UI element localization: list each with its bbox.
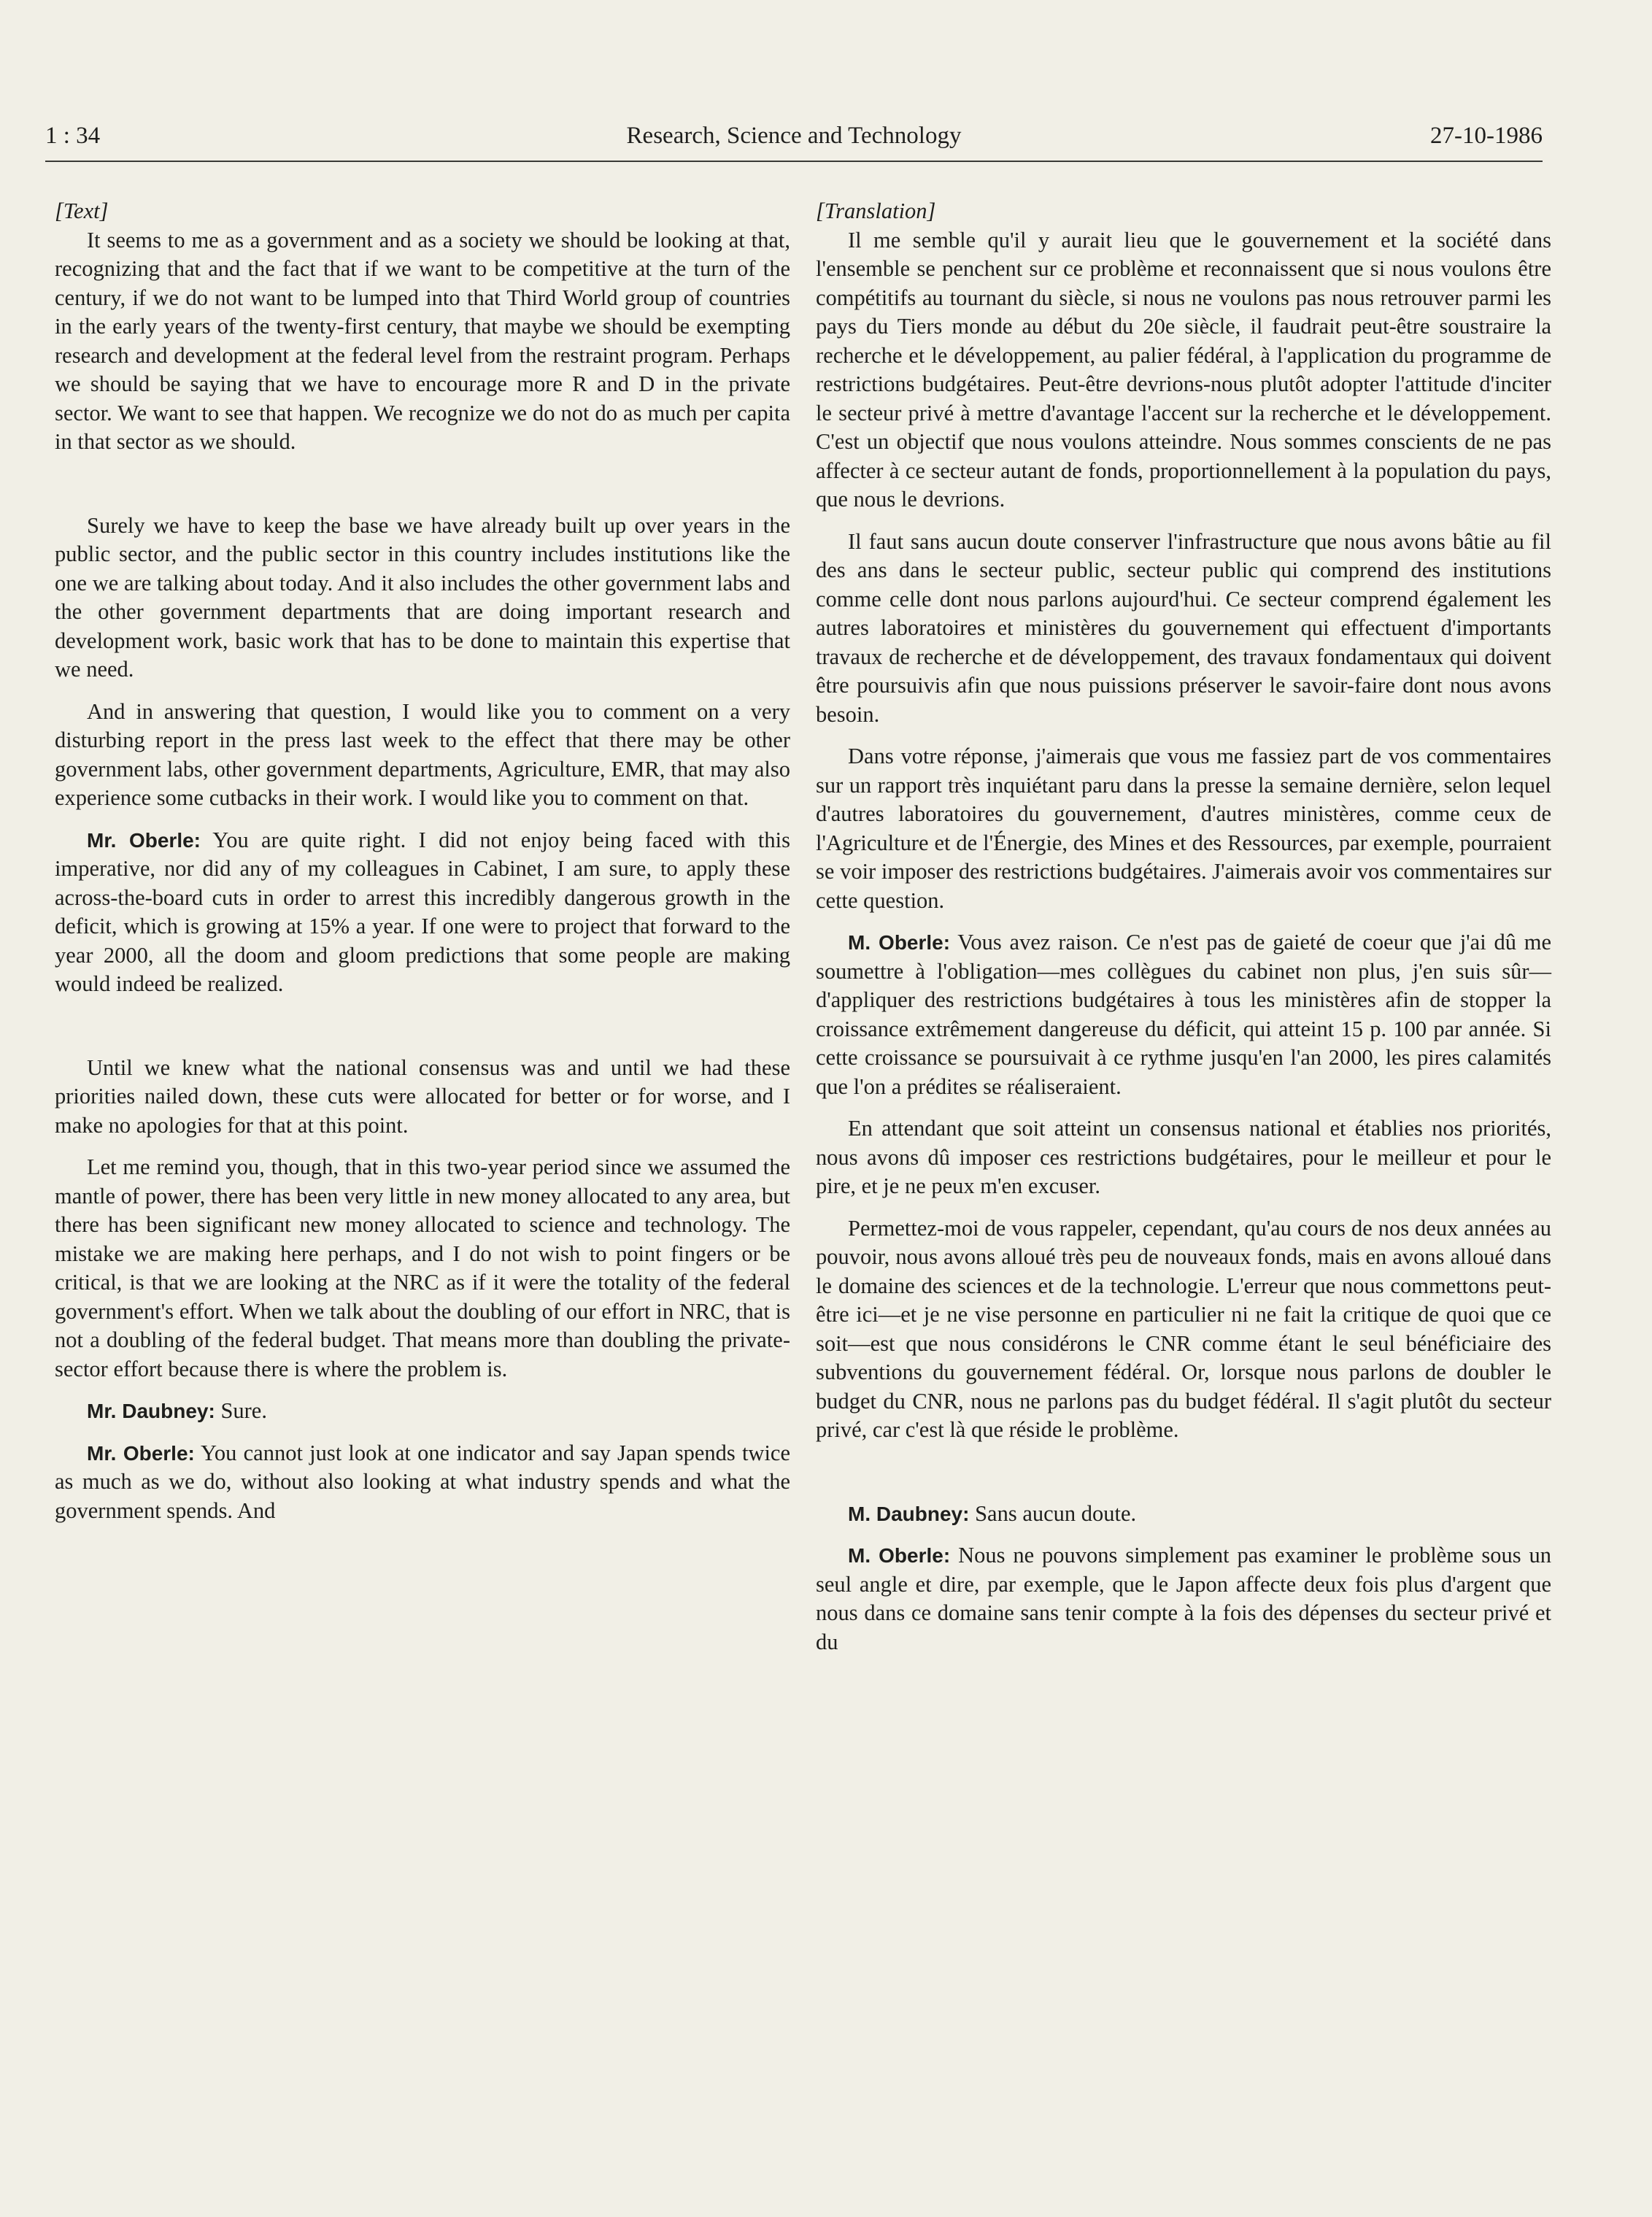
paragraph: Let me remind you, though, that in this two-year period since we assumed the mantle of power, there has been very little in new money allocated to any area, but there has been significant new money allocated to science and technology. The mistake we are making here perhaps, and I do not wish to point fingers or be critical, is that we are looking at the NRC as if it were the totality of the federal government's effort. When we talk about the doubling of our effort in NRC, that is not a doubling of the federal budget. That means more than doubling the private-sector effort because there is where the problem is. bbox=[55, 1154, 790, 1381]
paragraph: Dans votre réponse, j'aimerais que vous me fassiez part de vos commentaires sur un rapport très inquiétant paru dans la presse la semaine dernière, selon lequel d'autres laboratoires du gouvernement, d'autres ministères, comme ceux de l'Agriculture et de l'Énergie, des Mines et des Ressources, par exemple, pourraient se voir imposer des restrictions budgétaires. J'aimerais avoir vos commentaires sur cette question. bbox=[816, 744, 1551, 913]
speech-text: Nous ne pouvons simplement pas examiner le problème sous un seul angle et dire, par exemple, que le Japon affecte deux fois plus d'argent que nous dans ce domaine sans tenir compte à la fois des dépenses du secteur privé et du bbox=[816, 1543, 1551, 1654]
speaker-paragraph bbox=[55, 1397, 790, 1426]
paragraph: Il me semble qu'il y aurait lieu que le gouvernement et la société dans l'ensemble se penchent sur ce problème et reconnaissent que si nous voulons être compétitifs au tournant du siècle, si nous ne voulons pas nous retrouver parmi les pays du Tiers monde au début du 20e siècle, il faudrait peut-être soustraire la recherche et le développement, au palier fédéral, à l'application du programme de restrictions budgétaires. Peut-être devrions-nous plutôt adopter l'attitude d'inciter le secteur privé à mettre d'avantage l'accent sur la recherche et le développement. C'est un objectif que nous voulons atteindre. Nous sommes conscients de ne pas affecter à ce secteur autant de fonds, proportionnellement à la population du pays, que nous le devrions. bbox=[816, 227, 1551, 512]
speech-text: You cannot just look at one indicator and say Japan spends twice as much as we do, without also looking at what industry spends and what the government spends. And bbox=[55, 1440, 790, 1523]
speaker-name: M. Daubney: bbox=[848, 1502, 970, 1525]
french-column bbox=[816, 197, 1551, 1657]
paragraph: Surely we have to keep the base we have already built up over years in the public sector, and the public sector in this country includes institutions like the one we are talking about today. And it also includes the other government labs and the other government departments that are doing important research and development work, basic work that has to be done to maintain this expertise that we need. bbox=[55, 512, 790, 682]
speech-text: Sure. bbox=[215, 1398, 267, 1423]
paragraph: And in answering that question, I would like you to comment on a very disturbing report in the press last week to the effect that there may be other government labs, other government departments, Agriculture, EMR, that may also experience some cutbacks in their work. I would like you to comment on that. bbox=[55, 698, 790, 810]
speaker-paragraph bbox=[816, 928, 1551, 1101]
speech-text: You are quite right. I did not enjoy being faced with this imperative, nor did any of my colleagues in Cabinet, I am sure, to apply these across-the-board cuts in order to arrest this incredibly dangerous growth in the deficit, which is growing at 15% a year. If one were to project that forward to the year 2000, all the doom and gloom predictions that some people are making would indeed be realized. bbox=[55, 827, 790, 996]
text-tag: [Text] bbox=[55, 198, 109, 223]
paragraph: Il faut sans aucun doute conserver l'infrastructure que nous avons bâtie au fil des ans dans le secteur public, secteur public qui comprend des institutions comme celle dont nous parlons aujourd'hui. Ce secteur comprend également les autres laboratoires et ministères du gouvernement qui effectuent d'importants travaux de recherche et de développement, des travaux fondamentaux qui doivent être poursuivis afin que nous puissions préserver le savoir-faire dont nous avons besoin. bbox=[816, 528, 1551, 727]
english-column bbox=[55, 197, 790, 1525]
speaker-paragraph bbox=[55, 1439, 790, 1526]
speaker-name: Mr. Oberle: bbox=[87, 1441, 195, 1465]
paragraph: En attendant que soit atteint un consensus national et établies nos priorités, nous avons dû imposer ces restrictions budgétaires, pour le meilleur et pour le pire, et je ne peux m'en excuser. bbox=[816, 1116, 1551, 1198]
speech-text: Vous avez raison. Ce n'est pas de gaieté de coeur que j'ai dû me soumettre à l'obligation—mes collègues du cabinet non plus, j'en suis sûr—d'appliquer des restrictions budgétaires à tous les ministères afin de stopper la croissance extrêmement dangereuse du déficit, qui atteint 15 p. 100 par année. Si cette croissance se poursuivait à ce rythme jusqu'en l'an 2000, les pires calamités que l'on a prédites se réaliseraient. bbox=[816, 930, 1551, 1099]
speaker-name: Mr. Oberle: bbox=[87, 828, 201, 852]
running-title: Research, Science and Technology bbox=[626, 123, 962, 149]
speaker-name: Mr. Daubney: bbox=[87, 1400, 215, 1422]
speaker-paragraph bbox=[816, 1541, 1551, 1657]
page-header bbox=[45, 117, 1543, 162]
speaker-name: M. Oberle: bbox=[848, 931, 951, 954]
paragraph: Permettez-moi de vous rappeler, cependant, qu'au cours de nos deux années au pouvoir, nous avons alloué très peu de nouveaux fonds, mais en avons alloué dans le domaine des sciences et de la technologie. L'erreur que nous commettons peut-être ici—et je ne vise personne en particulier ni ne fait la critique de quoi que ce soit—est que nous considérons le CNR comme étant le seul bénéficiaire des subventions du gouvernement fédéral. Or, lorsque nous parlons de doubler le budget du CNR, nous ne parlons pas du budget fédéral. Il s'agit plutôt du secteur privé, car c'est là que réside le problème. bbox=[816, 1215, 1551, 1442]
paragraph: It seems to me as a government and as a society we should be looking at that, recognizing that and the fact that if we want to be competitive at the turn of the century, if we do not want to be lumped into that Third World group of countries in the early years of the twenty-first century, that maybe we should be exempting research and development at the federal level from the restraint program. Perhaps we should be saying that we have to encourage more R and D in the private sector. We want to see that happen. We recognize we do not do as much per capita in that sector as we should. bbox=[55, 227, 790, 454]
speaker-paragraph bbox=[816, 1500, 1551, 1529]
speaker-name: M. Oberle: bbox=[848, 1544, 951, 1567]
page-date: 27-10-1986 bbox=[1430, 123, 1543, 149]
speech-text: Sans aucun doute. bbox=[969, 1500, 1137, 1526]
translation-tag: [Translation] bbox=[816, 198, 936, 223]
page-number: 1 : 34 bbox=[45, 123, 101, 149]
speaker-paragraph bbox=[55, 826, 790, 999]
paragraph: Until we knew what the national consensus was and until we had these priorities nailed down, these cuts were allocated for better or for worse, and I make no apologies for that at this point. bbox=[55, 1054, 790, 1138]
